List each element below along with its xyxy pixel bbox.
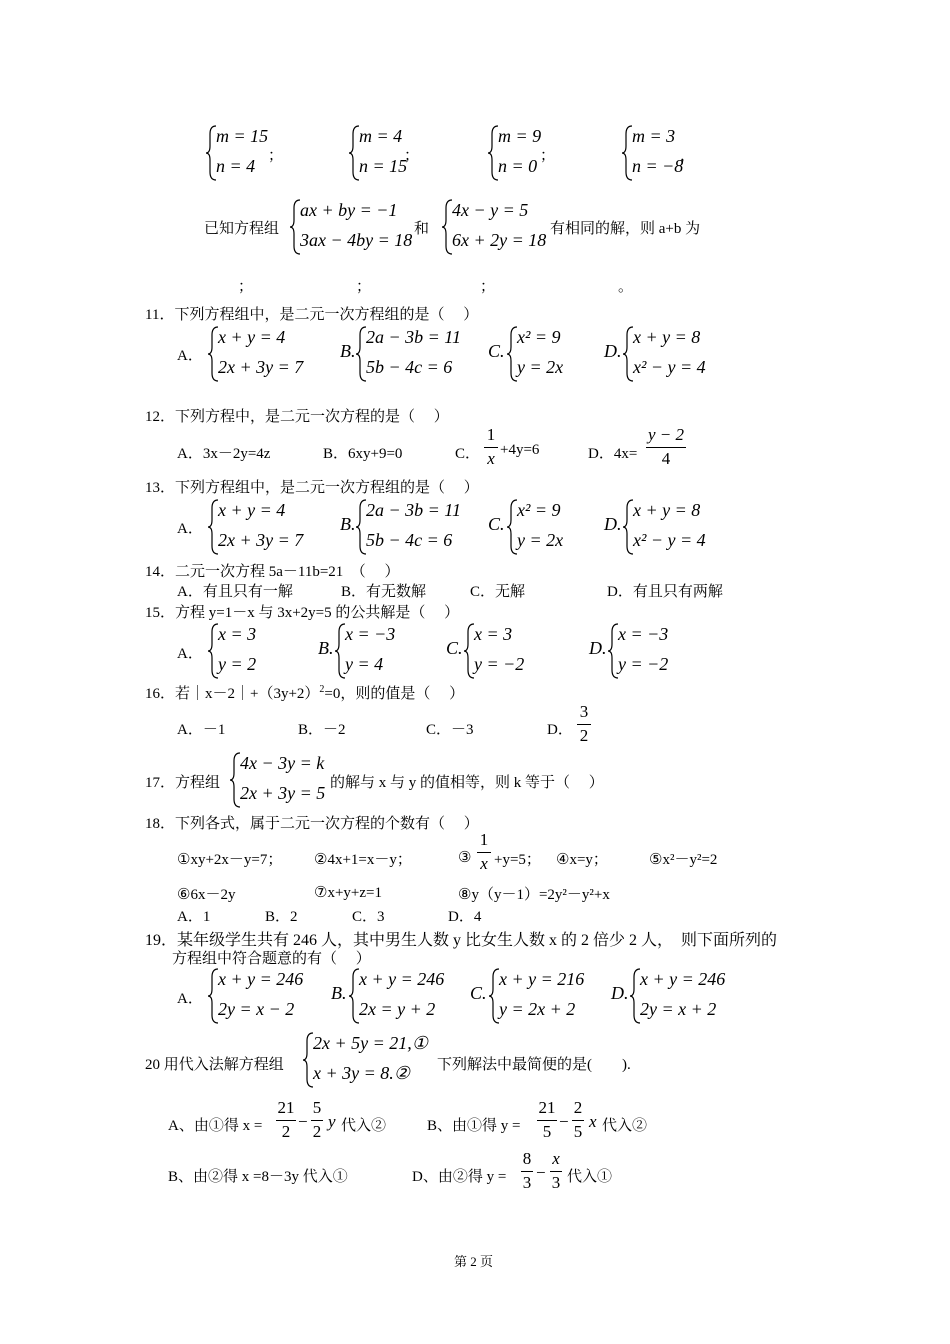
q20-suffix: 下列解法中最简便的是( ). bbox=[437, 1057, 631, 1073]
q18-item-3-rest: +y=5； bbox=[494, 852, 541, 868]
numerator: 21 bbox=[538, 1098, 556, 1117]
system-line-2: 2x + 3y = 7 bbox=[218, 530, 304, 550]
q15-option-b-label: B. bbox=[318, 638, 334, 658]
denominator: 3 bbox=[551, 1173, 561, 1192]
system-line-1: 4x − 3y = k bbox=[240, 753, 325, 773]
q20-option-a-variable: y bbox=[328, 1112, 336, 1131]
q13-option-b-label: B. bbox=[340, 514, 356, 534]
q20-option-a-minus: − bbox=[298, 1112, 308, 1131]
denominator: 2 bbox=[281, 1122, 291, 1141]
q20-option-b-fraction-1 bbox=[537, 1099, 557, 1143]
q16-stem bbox=[145, 682, 464, 703]
q16-option-b: B．－2 bbox=[298, 722, 346, 738]
q11-option-b bbox=[356, 325, 476, 383]
q13-option-d-label: D. bbox=[604, 514, 622, 534]
q18-item-1: ①xy+2x－y=7； bbox=[177, 852, 283, 868]
fraction-bar bbox=[577, 724, 591, 725]
denominator: 5 bbox=[542, 1122, 552, 1141]
q15-option-d-label: D. bbox=[589, 638, 607, 658]
q18-item-3-fraction bbox=[477, 831, 491, 875]
system-line-2: y = 2x bbox=[517, 357, 564, 377]
q14-option-d: D．有且只有两解 bbox=[607, 584, 723, 600]
separator: ， bbox=[680, 148, 696, 164]
q20-prefix: 20 用代入法解方程组 bbox=[145, 1057, 284, 1073]
system-line-1: x = −3 bbox=[618, 624, 669, 644]
system-line-2: y = −2 bbox=[618, 654, 669, 674]
system-line-1: x² = 9 bbox=[517, 500, 561, 520]
q11-option-a-label: A． bbox=[177, 348, 203, 364]
numerator: 2 bbox=[573, 1098, 583, 1117]
q19-option-c bbox=[489, 967, 599, 1025]
q13-option-c bbox=[507, 498, 597, 556]
q18-item-8: ⑧y（y－1）=2y²－y²+x bbox=[458, 887, 610, 903]
q11-option-a bbox=[208, 325, 318, 383]
q10-blank-a: ； bbox=[238, 279, 254, 295]
q20-option-d-fraction-1 bbox=[521, 1150, 533, 1194]
numerator: y − 2 bbox=[647, 425, 685, 444]
fraction-bar bbox=[646, 447, 686, 448]
system-line-2: n = 15 bbox=[359, 156, 408, 176]
q20-option-b-prefix: B、由①得 y = bbox=[427, 1118, 521, 1134]
system-line-1: x + y = 246 bbox=[218, 969, 304, 989]
q12-option-a: A．3x－2y=4z bbox=[177, 446, 271, 462]
page-number: 第 2 页 bbox=[454, 1254, 494, 1269]
q20-option-b-suffix: 代入② bbox=[602, 1118, 648, 1134]
q17-suffix: 的解与 x 与 y 的值相等，则 k 等于（ ） bbox=[330, 775, 604, 791]
q19-option-b-label: B. bbox=[331, 983, 347, 1003]
system-line-2: n = 0 bbox=[498, 156, 538, 176]
q18-item-6: ⑥6x－2y bbox=[177, 887, 236, 903]
q19-stem-line-2: 方程组中符合题意的有（ ） bbox=[172, 951, 371, 967]
system-line-1: x = 3 bbox=[474, 624, 513, 644]
q11-stem: 11．下列方程组中，是二元一次方程组的是（ ） bbox=[145, 307, 479, 323]
q14-stem: 14．二元一次方程 5a－11b=21 （ ） bbox=[145, 564, 400, 580]
q17-prefix: 17．方程组 bbox=[145, 775, 221, 791]
q18-item-7: ⑦x+y+z=1 bbox=[314, 885, 382, 901]
q10-blank-d: 。 bbox=[618, 279, 634, 295]
q14-option-c: C．无解 bbox=[470, 584, 526, 600]
system-line-2: x² − y = 4 bbox=[633, 357, 706, 377]
q16-option-d-fraction bbox=[577, 703, 591, 747]
fraction-bar bbox=[477, 852, 491, 853]
q20-option-d-minus: − bbox=[536, 1163, 546, 1182]
q16-stem-exponent: 2 bbox=[319, 684, 325, 695]
system-line-1: x = 3 bbox=[218, 624, 257, 644]
numerator: 21 bbox=[277, 1098, 295, 1117]
q11-option-d bbox=[623, 325, 723, 383]
q20-option-a-suffix: 代入② bbox=[341, 1118, 387, 1134]
q13-option-a bbox=[208, 498, 318, 556]
numerator: 1 bbox=[479, 830, 489, 849]
fraction-bar bbox=[550, 1171, 562, 1172]
q12-option-c-fraction bbox=[484, 426, 498, 470]
system-line-2: 3ax − 4by = 18 bbox=[300, 230, 413, 250]
q11-option-d-label: D. bbox=[604, 341, 622, 361]
q12-option-d-fraction bbox=[646, 426, 686, 470]
system-line-2: 2y = x + 2 bbox=[640, 999, 717, 1019]
q18-option-c: C．3 bbox=[352, 909, 385, 925]
q13-option-a-label: A． bbox=[177, 521, 203, 537]
system-line-1: 4x − y = 5 bbox=[452, 200, 529, 220]
system-line-1: x² = 9 bbox=[517, 327, 561, 347]
system-line-1: x + y = 246 bbox=[640, 969, 726, 989]
system-line-2: n = 4 bbox=[216, 156, 256, 176]
system-line-2: 2x = y + 2 bbox=[359, 999, 436, 1019]
q18-option-a: A．1 bbox=[177, 909, 211, 925]
q12-option-d-label: D．4x= bbox=[588, 446, 638, 462]
separator: ； bbox=[404, 148, 420, 164]
q10-system-1 bbox=[290, 198, 420, 256]
q12-stem: 12．下列方程中，是二元一次方程的是（ ） bbox=[145, 409, 449, 425]
q15-option-b bbox=[335, 622, 405, 680]
q20-option-a-prefix: A、由①得 x = bbox=[168, 1118, 263, 1134]
system-line-1: m = 15 bbox=[216, 126, 269, 146]
q20-option-b-variable: x bbox=[589, 1112, 597, 1131]
system-line-1: 2a − 3b = 11 bbox=[366, 327, 461, 347]
q13-option-d bbox=[623, 498, 723, 556]
q15-option-c-label: C. bbox=[446, 638, 463, 658]
numerator: 8 bbox=[522, 1149, 532, 1168]
q10-suffix: 有相同的解，则 a+b 为 bbox=[550, 221, 701, 237]
q12-option-c-label: C． bbox=[455, 446, 481, 462]
denominator: 4 bbox=[661, 449, 671, 468]
q20-option-d-suffix: 代入① bbox=[567, 1169, 613, 1185]
fraction-bar bbox=[537, 1120, 557, 1121]
q19-option-d-label: D. bbox=[611, 983, 629, 1003]
q18-stem: 18．下列各式，属于二元一次方程的个数有（ ） bbox=[145, 816, 479, 832]
q19-stem-line-1: 19．某年级学生共有 246 人，其中男生人数 y 比女生人数 x 的 2 倍少 2 人， 则下面所列的 bbox=[145, 932, 778, 949]
choice-system-c bbox=[488, 124, 568, 182]
system-line-1: x + y = 246 bbox=[359, 969, 445, 989]
q19-option-d bbox=[630, 967, 740, 1025]
q19-option-b bbox=[349, 967, 459, 1025]
q20-option-a-fraction-2 bbox=[311, 1099, 323, 1143]
system-line-1: x + y = 8 bbox=[633, 500, 701, 520]
q10-system-2 bbox=[442, 198, 562, 256]
system-line-2: x + 3y = 8.② bbox=[313, 1063, 410, 1083]
system-line-2: y = 2x bbox=[517, 530, 564, 550]
q16-option-a: A．－1 bbox=[177, 722, 226, 738]
q16-option-d-label: D． bbox=[547, 722, 573, 738]
fraction-bar bbox=[484, 447, 498, 448]
q15-option-c bbox=[464, 622, 534, 680]
system-line-2: x² − y = 4 bbox=[633, 530, 706, 550]
q18-item-3-label: ③ bbox=[458, 850, 472, 866]
q11-option-c bbox=[507, 325, 597, 383]
fraction-bar bbox=[276, 1120, 296, 1121]
denominator: x bbox=[487, 449, 495, 468]
denominator: 5 bbox=[573, 1122, 583, 1141]
system-line-2: y = 2 bbox=[218, 654, 257, 674]
numerator: 3 bbox=[579, 702, 589, 721]
system-line-1: x + y = 4 bbox=[218, 500, 286, 520]
q20-option-a-fraction-1 bbox=[276, 1099, 296, 1143]
q20-system bbox=[303, 1031, 443, 1089]
q19-option-c-label: C. bbox=[470, 983, 487, 1003]
q14-option-a: A．有且只有一解 bbox=[177, 584, 293, 600]
system-line-1: m = 9 bbox=[498, 126, 542, 146]
q19-option-a-label: A． bbox=[177, 991, 203, 1007]
q15-option-d bbox=[608, 622, 688, 680]
system-line-2: n = −8 bbox=[632, 156, 684, 176]
system-line-2: y = 2x + 2 bbox=[499, 999, 576, 1019]
q10-and: 和 bbox=[414, 221, 430, 237]
q11-option-c-label: C. bbox=[488, 341, 505, 361]
numerator: 1 bbox=[486, 425, 496, 444]
q20-option-d-fraction-2 bbox=[550, 1150, 562, 1194]
q10-prefix: 已知方程组 bbox=[204, 221, 280, 237]
q16-option-c: C．－3 bbox=[426, 722, 474, 738]
separator: ； bbox=[268, 148, 284, 164]
system-line-1: m = 3 bbox=[632, 126, 676, 146]
system-line-1: x + y = 216 bbox=[499, 969, 585, 989]
system-line-1: x = −3 bbox=[345, 624, 396, 644]
q15-option-a bbox=[208, 622, 278, 680]
q12-option-c-rest: +4y=6 bbox=[500, 442, 540, 458]
denominator: x bbox=[480, 854, 488, 873]
q15-stem: 15．方程 y=1－x 与 3x+2y=5 的公共解是（ ） bbox=[145, 605, 460, 621]
q16-stem-main: 16．若｜x－2｜+（3y+2） bbox=[145, 686, 320, 702]
system-line-2: 2x + 3y = 5 bbox=[240, 783, 326, 803]
q15-option-a-label: A． bbox=[177, 646, 203, 662]
fraction-bar bbox=[572, 1120, 584, 1121]
numerator: 5 bbox=[312, 1098, 322, 1117]
q20-option-b-fraction-2 bbox=[572, 1099, 584, 1143]
fraction-bar bbox=[521, 1171, 533, 1172]
system-line-2: y = 4 bbox=[345, 654, 384, 674]
separator: ； bbox=[540, 148, 556, 164]
q13-option-b bbox=[356, 498, 476, 556]
system-line-2: 2x + 3y = 7 bbox=[218, 357, 304, 377]
q10-blank-c: ； bbox=[480, 279, 496, 295]
q20-option-b-minus: − bbox=[559, 1112, 569, 1131]
q11-option-b-label: B. bbox=[340, 341, 356, 361]
q17-system bbox=[230, 751, 340, 809]
q18-option-d: D．4 bbox=[448, 909, 482, 925]
q16-stem-tail: =0，则的值是（ ） bbox=[324, 686, 465, 702]
q20-option-d-prefix: D、由②得 y = bbox=[412, 1169, 507, 1185]
q10-blank-b: ； bbox=[356, 279, 372, 295]
q12-option-b: B．6xy+9=0 bbox=[323, 446, 403, 462]
q19-option-a bbox=[208, 967, 318, 1025]
system-line-1: ax + by = −1 bbox=[300, 200, 398, 220]
system-line-1: x + y = 4 bbox=[218, 327, 286, 347]
q18-option-b: B．2 bbox=[265, 909, 298, 925]
system-line-1: x + y = 8 bbox=[633, 327, 701, 347]
q13-option-c-label: C. bbox=[488, 514, 505, 534]
q20-option-c: B、由②得 x =8－3y 代入① bbox=[168, 1169, 348, 1185]
system-line-1: 2x + 5y = 21,① bbox=[313, 1033, 428, 1053]
q18-item-2: ②4x+1=x－y； bbox=[314, 852, 412, 868]
q14-option-b: B．有无数解 bbox=[341, 584, 427, 600]
system-line-1: 2a − 3b = 11 bbox=[366, 500, 461, 520]
q18-item-4: ④x=y； bbox=[556, 852, 608, 868]
denominator: 2 bbox=[312, 1122, 322, 1141]
system-line-2: 2y = x − 2 bbox=[218, 999, 295, 1019]
system-line-1: m = 4 bbox=[359, 126, 403, 146]
system-line-2: y = −2 bbox=[474, 654, 525, 674]
denominator: 2 bbox=[579, 726, 589, 745]
system-line-2: 6x + 2y = 18 bbox=[452, 230, 547, 250]
fraction-bar bbox=[311, 1120, 323, 1121]
system-line-2: 5b − 4c = 6 bbox=[366, 530, 453, 550]
denominator: 3 bbox=[522, 1173, 532, 1192]
system-line-2: 5b − 4c = 6 bbox=[366, 357, 453, 377]
q13-stem: 13．下列方程组中，是二元一次方程组的是（ ） bbox=[145, 480, 479, 496]
numerator: x bbox=[552, 1149, 560, 1168]
q18-item-5: ⑤x²－y²=2 bbox=[649, 852, 718, 868]
